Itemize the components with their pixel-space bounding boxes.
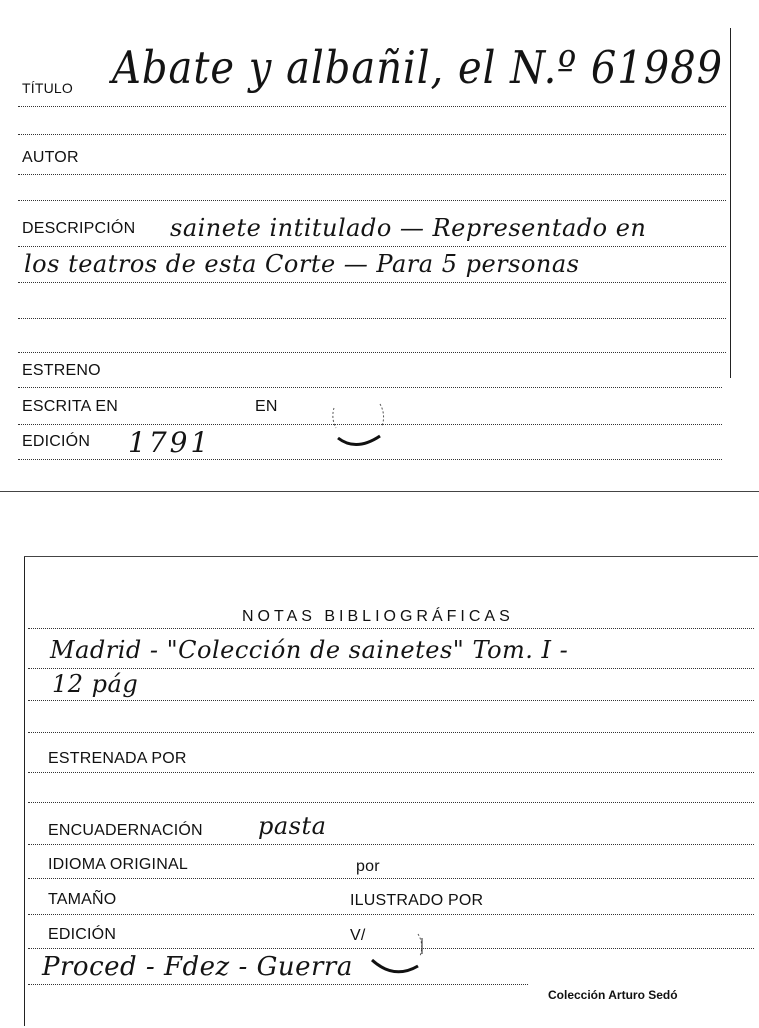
encuadernacion-value: pasta [258, 812, 327, 840]
titulo-value: Abate y albañil, el N.º 61989 [112, 42, 724, 94]
descripcion-line-2: los teatros de esta Corte — Para 5 personas [24, 250, 580, 278]
v-label: V/ [350, 927, 366, 944]
card-right-edge [730, 28, 731, 378]
card-bottom-edge [0, 491, 759, 492]
idioma-original-line [28, 878, 754, 879]
library-stamp-icon [366, 930, 426, 982]
blank-line [18, 318, 726, 319]
notas-line [28, 668, 754, 669]
collection-credit: Colección Arturo Sedó [548, 988, 678, 1002]
encuadernacion-label: ENCUADERNACIÓN [48, 822, 203, 839]
descripcion-label: DESCRIPCIÓN [22, 220, 136, 237]
descripcion-line [18, 282, 726, 283]
provenance-note: Proced - Fdez - Guerra [42, 952, 353, 982]
catalog-card-front [0, 0, 759, 492]
autor-label: AUTOR [22, 149, 79, 166]
descripcion-line [18, 246, 726, 247]
library-stamp-icon [326, 398, 388, 454]
estrenada-por-label: ESTRENADA POR [48, 750, 187, 767]
tamano-label: TAMAÑO [48, 891, 117, 908]
por-label: por [356, 858, 380, 875]
edicion-value: 1791 [128, 426, 212, 459]
escrita-en-label: ESCRITA EN [22, 398, 118, 415]
blank-line [18, 200, 726, 201]
ilustrado-por-label: ILUSTRADO POR [350, 892, 484, 909]
autor-line [18, 174, 726, 175]
en-label: EN [255, 398, 278, 415]
edicion-label: EDICIÓN [22, 433, 91, 450]
blank-line [18, 134, 726, 135]
notas-line-2: 12 pág [52, 670, 139, 698]
notas-line [28, 700, 754, 701]
encuadernacion-line [28, 844, 754, 845]
card-top-edge [24, 556, 758, 557]
blank-line [28, 802, 754, 803]
blank-line [18, 352, 726, 353]
estreno-line [18, 387, 722, 388]
idioma-original-label: IDIOMA ORIGINAL [48, 856, 188, 873]
edicion-back-label: EDICIÓN [48, 926, 117, 943]
descripcion-line-1: sainete intitulado — Representado en [170, 214, 647, 242]
catalog-card-back [0, 540, 759, 1028]
tamano-line [28, 914, 754, 915]
estrenada-por-line [28, 772, 754, 773]
titulo-label: TÍTULO [22, 80, 73, 96]
estreno-label: ESTRENO [22, 362, 101, 379]
blank-line [28, 732, 754, 733]
provenance-line [28, 984, 528, 985]
card-left-edge [24, 556, 25, 1026]
notas-line-1: Madrid - "Colección de sainetes" Tom. I - [50, 636, 569, 664]
edicion-line [18, 459, 722, 460]
notas-line [28, 628, 754, 629]
titulo-line [18, 106, 726, 107]
notas-heading: NOTAS BIBLIOGRÁFICAS [242, 608, 514, 625]
